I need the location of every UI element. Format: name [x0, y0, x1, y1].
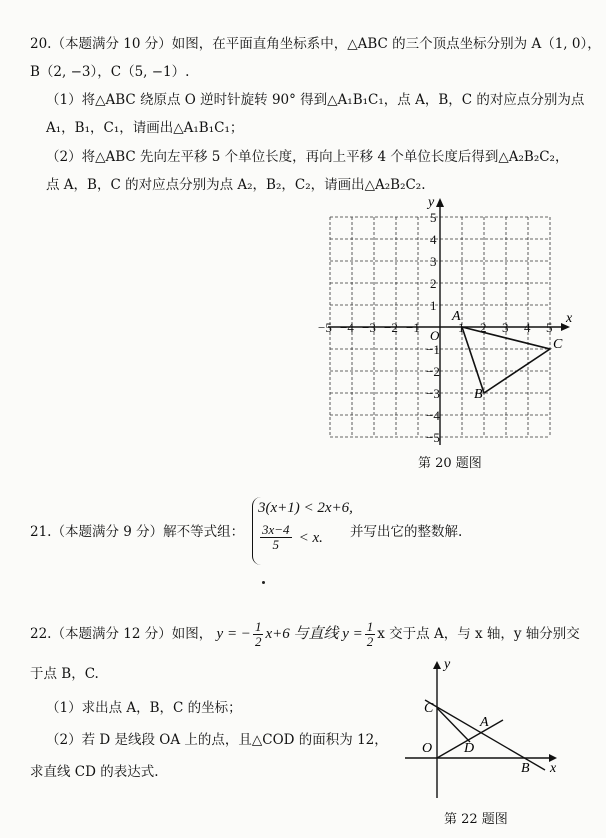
- q20-header: 20.（本题满分 10 分）如图，在平面直角坐标系中，△ABC 的三个顶点坐标分别为 A（1, 0），: [30, 36, 601, 52]
- x-tick-label: −3: [362, 320, 376, 335]
- q20-x-label: x: [566, 311, 573, 326]
- q20-point-b-label: B: [474, 387, 483, 402]
- q22-eq2-den: 2: [366, 634, 374, 649]
- q22-x-label: x: [550, 761, 557, 776]
- q22-eq1-num: 1: [254, 619, 262, 634]
- q22-eq2-suffix: x 交于点 A，与 x 轴，y 轴分别交: [377, 626, 580, 642]
- q22-line-cb: [425, 700, 545, 770]
- q21-fraction: [260, 523, 292, 552]
- y-tick-label: 2: [430, 276, 437, 291]
- q22-eq1-den: 2: [254, 634, 262, 649]
- q22-eq1-fraction: [253, 620, 264, 649]
- y-tick-label: −4: [426, 408, 440, 423]
- q22-line1: [30, 620, 580, 649]
- q21-inequality-system: [252, 497, 353, 565]
- x-tick-label: −1: [406, 320, 420, 335]
- y-tick-label: −3: [426, 386, 440, 401]
- q20-point-c-label: C: [553, 337, 563, 352]
- q20-caption: 第 20 题图: [418, 456, 482, 471]
- q21-label: 21.（本题满分 9 分）解不等式组：: [30, 524, 245, 540]
- q22-origin-label: O: [422, 741, 433, 756]
- q22-point-d-label: D: [464, 741, 475, 756]
- q22-y-label: y: [444, 657, 451, 672]
- stray-dot: [262, 581, 265, 584]
- q22-label: 22.（本题满分 12 分）如图，: [30, 626, 213, 642]
- q22-caption: 第 22 题图: [444, 812, 508, 827]
- y-tick-label: −2: [426, 364, 440, 379]
- q22-part1: （1）求出点 A，B，C 的坐标；: [46, 700, 242, 716]
- q22-point-c-label: C: [424, 701, 434, 716]
- x-tick-label: 3: [502, 320, 509, 335]
- q20-origin-label: O: [430, 328, 440, 343]
- y-tick-label: −5: [426, 430, 440, 445]
- y-tick-label: 3: [430, 254, 437, 269]
- q20-y-arrow-icon: [436, 198, 444, 207]
- q20-part2-line2: 点 A，B，C 的对应点分别为点 A₂，B₂，C₂，请画出△A₂B₂C₂.: [46, 177, 426, 193]
- q21-inequality-1: 3(x+1) < 2x+6,: [258, 500, 353, 516]
- q20-part1-line2: A₁，B₁，C₁，请画出△A₁B₁C₁；: [46, 120, 244, 136]
- q22-eq2-num: 1: [366, 619, 374, 634]
- q22-y-arrow-icon: [433, 661, 441, 669]
- x-tick-label: −4: [340, 320, 354, 335]
- y-tick-label: 5: [430, 210, 437, 225]
- q21-fraction-denominator: 5: [272, 537, 280, 552]
- q22-line-cd: [437, 708, 470, 742]
- q22-eq1-suffix: x+6 与直线 y =: [265, 626, 363, 642]
- x-tick-label: −2: [384, 320, 398, 335]
- q21-inequality-2: [258, 523, 323, 552]
- q20-part1-line1: （1）将△ABC 绕原点 O 逆时针旋转 90° 得到△A₁B₁C₁，点 A，B，C 的对应点分别为点: [46, 92, 585, 108]
- x-tick-label: 2: [480, 320, 487, 335]
- x-tick-label: 4: [524, 320, 531, 335]
- x-tick-label: 1: [458, 320, 465, 335]
- q20-y-label: y: [428, 195, 435, 210]
- q22-eq1-prefix: y = −: [216, 626, 251, 642]
- q22-eq2-fraction: [365, 620, 376, 649]
- q22-point-a-label: A: [480, 715, 489, 730]
- q22-part2: （2）若 D 是线段 OA 上的点，且△COD 的面积为 12，: [46, 732, 388, 748]
- q22-part3: 求直线 CD 的表达式.: [30, 764, 159, 780]
- y-tick-label: −1: [426, 342, 440, 357]
- q21-fraction-numerator: 3x−4: [262, 522, 290, 537]
- q20-part2-line1: （2）将△ABC 先向左平移 5 个单位长度，再向上平移 4 个单位长度后得到△A₂B₂C₂，: [46, 149, 569, 165]
- q20-header-2: B（2, −3），C（5, −1）.: [30, 64, 190, 80]
- q21-inequality-2-rest: < x.: [298, 530, 323, 546]
- q22-line2: 于点 B，C.: [30, 666, 99, 682]
- x-tick-label: −5: [318, 320, 332, 335]
- q21-tail: 并写出它的整数解.: [350, 524, 463, 540]
- q20-point-a-label: A: [452, 309, 461, 324]
- q20-coordinate-grid: [318, 192, 580, 450]
- q22-point-b-label: B: [521, 761, 530, 776]
- y-tick-label: 1: [430, 298, 437, 313]
- q22-figure: [400, 652, 570, 802]
- x-tick-label: 5: [546, 320, 553, 335]
- y-tick-label: 4: [430, 232, 437, 247]
